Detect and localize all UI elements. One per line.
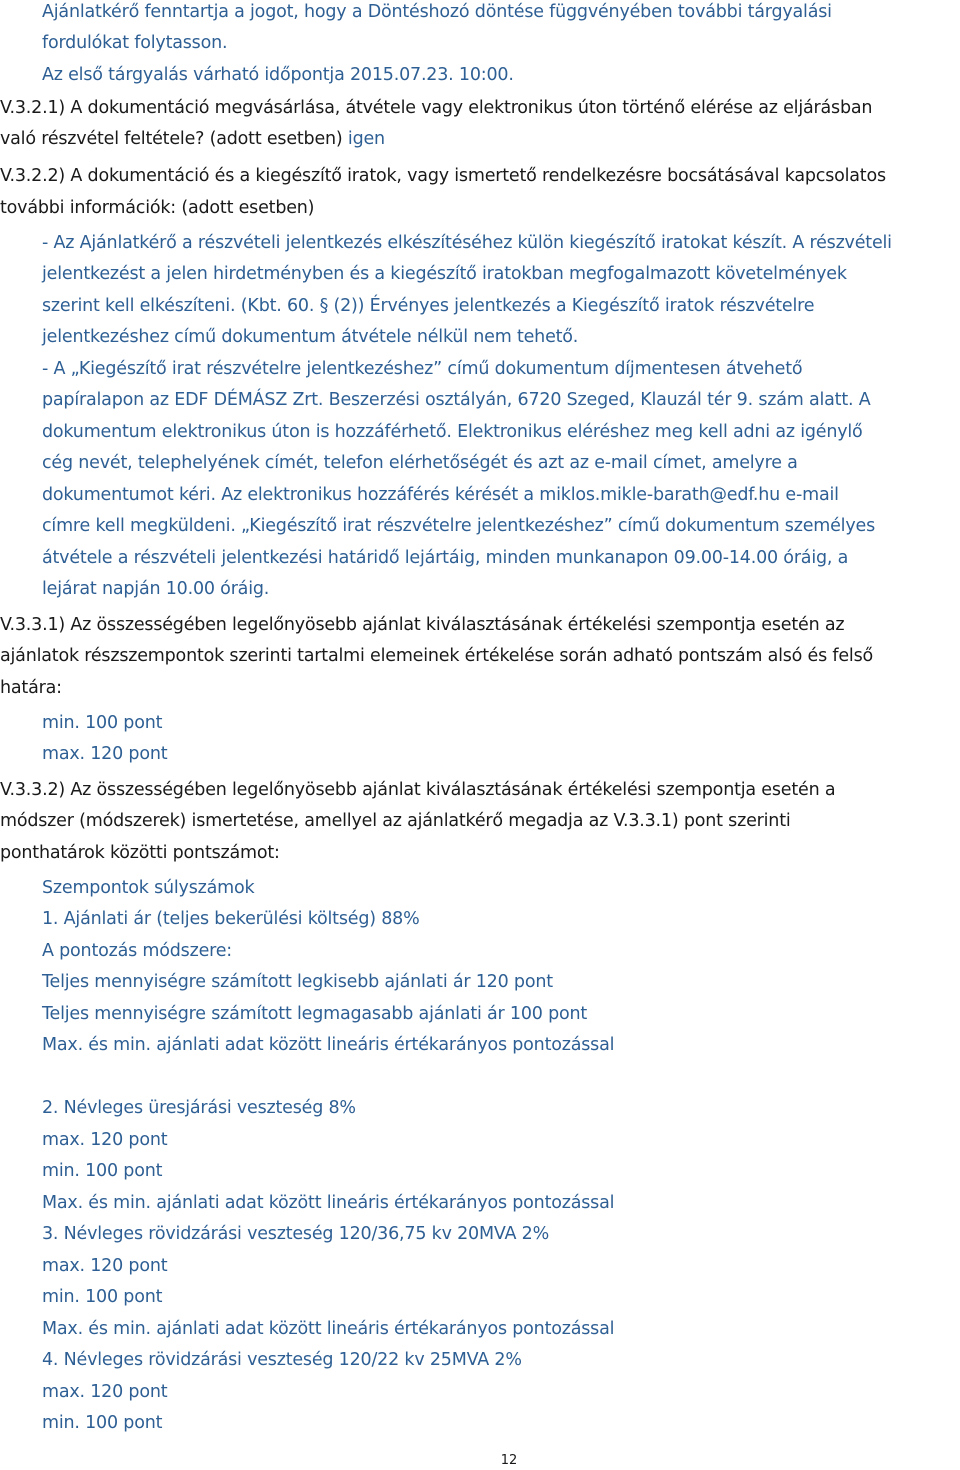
text-line: dokumentum elektronikus úton is hozzáférhető. Elektronikus eléréshez meg kell adni az igénylő — [42, 422, 863, 442]
text-line: Teljes mennyiségre számított legmagasabb ajánlati ár 100 pont — [42, 1004, 588, 1024]
page-number: 12 — [500, 1453, 518, 1468]
text-line: címre kell megküldeni. „Kiegészítő irat részvételre jelentkezéshez” című dokumentum személyes — [42, 516, 875, 536]
text-line: jelentkezéshez című dokumentum átvétele nélkül nem tehető. — [42, 327, 579, 347]
text-line: max. 120 pont — [42, 1130, 168, 1150]
text-line: min. 100 pont — [42, 1413, 163, 1433]
section-heading: V.3.2.2) A dokumentáció és a kiegészítő iratok, vagy ismertető rendelkezésre bocsátásával kapcsolatos — [0, 166, 886, 186]
text-line: Max. és min. ajánlati adat között lineáris értékarányos pontozással — [42, 1193, 615, 1213]
text-line: max. 120 pont — [42, 1256, 168, 1276]
text-line: cég nevét, telephelyének címét, telefon elérhetőségét és azt az e-mail címet, amelyre a — [42, 453, 798, 473]
text-line: 4. Névleges rövidzárási veszteség 120/22 kv 25MVA 2% — [42, 1350, 522, 1370]
text-line: módszer (módszerek) ismertetése, amellyel az ajánlatkérő megadja az V.3.3.1) pont szerinti — [0, 811, 791, 831]
question-text: való részvétel feltétele? (adott esetben) — [0, 129, 348, 149]
text-line: papíralapon az EDF DÉMÁSZ Zrt. Beszerzési osztályán, 6720 Szeged, Klauzál tér 9. szám alatt. A — [42, 390, 871, 410]
text-line: Az első tárgyalás várható időpontja 2015.07.23. 10:00. — [42, 65, 514, 85]
text-line: Szempontok súlyszámok — [42, 878, 255, 898]
section-heading: V.3.3.2) Az összességében legelőnyösebb ajánlat kiválasztásának értékelési szempontja esetén a — [0, 780, 836, 800]
text-line: Max. és min. ajánlati adat között lineáris értékarányos pontozással — [42, 1319, 615, 1339]
text-line: ajánlatok részszempontok szerinti tartalmi elemeinek értékelése során adható pontszám alsó és felső — [0, 646, 874, 666]
text-line: min. 100 pont — [42, 1161, 163, 1181]
text-line: A pontozás módszere: — [42, 941, 233, 961]
text-line: határa: — [0, 678, 62, 698]
text-line: min. 100 pont — [42, 713, 163, 733]
text-line: max. 120 pont — [42, 744, 168, 764]
section-heading: V.3.2.1) A dokumentáció megvásárlása, átvétele vagy elektronikus úton történő elérése az eljárásban — [0, 98, 873, 118]
text-line: fordulókat folytasson. — [42, 33, 228, 53]
text-line: min. 100 pont — [42, 1287, 163, 1307]
text-line: - Az Ajánlatkérő a részvételi jelentkezés elkészítéséhez külön kiegészítő iratokat készít. A részvételi — [42, 233, 892, 253]
text-line: Teljes mennyiségre számított legkisebb ajánlati ár 120 pont — [42, 972, 553, 992]
answer-value: igen — [347, 129, 385, 149]
text-line: 2. Névleges üresjárási veszteség 8% — [42, 1098, 356, 1118]
text-line: 3. Névleges rövidzárási veszteség 120/36,75 kv 20MVA 2% — [42, 1224, 550, 1244]
text-line: szerint kell elkészíteni. (Kbt. 60. § (2)) Érvényes jelentkezés a Kiegészítő iratok részvételre — [42, 296, 815, 316]
text-line — [0, 128, 385, 150]
text-line: - A „Kiegészítő irat részvételre jelentkezéshez” című dokumentum díjmentesen átvehető — [42, 359, 803, 379]
text-line: további információk: (adott esetben) — [0, 198, 315, 218]
text-line: Ajánlatkérő fenntartja a jogot, hogy a Döntéshozó döntése függvényében további tárgyalási — [42, 2, 832, 22]
text-line: jelentkezést a jelen hirdetményben és a kiegészítő iratokban megfogalmazott követelmények — [42, 264, 847, 284]
text-line: átvétele a részvételi jelentkezési határidő lejártáig, minden munkanapon 09.00-14.00 óráig, a — [42, 548, 849, 568]
text-line: Max. és min. ajánlati adat között lineáris értékarányos pontozással — [42, 1035, 615, 1055]
section-heading: V.3.3.1) Az összességében legelőnyösebb ajánlat kiválasztásának értékelési szempontja esetén az — [0, 615, 845, 635]
text-line: lejárat napján 10.00 óráig. — [42, 579, 270, 599]
text-line: dokumentumot kéri. Az elektronikus hozzáférés kérését a miklos.mikle-barath@edf.hu e-mail — [42, 485, 839, 505]
text-line: max. 120 pont — [42, 1382, 168, 1402]
text-line: ponthatárok közötti pontszámot: — [0, 843, 280, 863]
text-line: 1. Ajánlati ár (teljes bekerülési költség) 88% — [42, 909, 420, 929]
